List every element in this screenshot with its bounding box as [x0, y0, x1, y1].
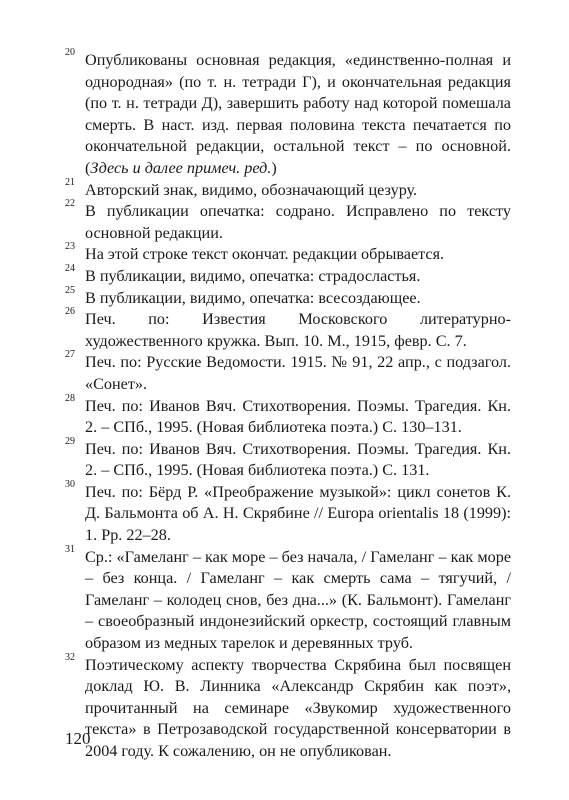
- footnote-number: 31: [65, 543, 75, 555]
- footnote-number: 28: [65, 392, 75, 404]
- footnote-text: Печ. по: Известия Московского литературно-художественного кружка. Вып. 10. М., 1915, февр. С. 7.: [85, 310, 511, 350]
- footnote-text: В публикации, видимо, опечатка: страдосластья.: [85, 266, 421, 285]
- footnote-text: В публикации опечатка: содрано. Исправлено по тексту основной редакции.: [85, 202, 511, 242]
- footnote-number: 26: [65, 306, 75, 318]
- footnote-text: Опубликованы основная редакция, «единственно-полная и однородная» (по т. н. тетради Г), и окончательная редакция (по т. н. тетради Д), завершить работу над которой помешала смерть. В наст. изд. первая половина текста печатается по окончательной редакции, остальной текст – по основной. (: [85, 51, 511, 177]
- footnotes-list: [65, 47, 511, 763]
- footnote-text: Печ. по: Иванов Вяч. Стихотворения. Поэмы. Трагедия. Кн. 2. – СПб., 1995. (Новая библиотека поэта.) С. 130–131.: [85, 396, 511, 437]
- footnote-text: Печ. по: Иванов Вяч. Стихотворения. Поэмы. Трагедия. Кн. 2. – СПб., 1995. (Новая библиотека поэта.) С. 131.: [85, 439, 511, 480]
- footnote-22: [65, 198, 511, 244]
- page-number: 120: [65, 729, 91, 748]
- footnote-italic-text: Здесь и далее примеч. ред.: [90, 158, 272, 177]
- footnote-29: [65, 435, 511, 482]
- footnote-number: 22: [65, 198, 75, 210]
- footnote-21: [65, 176, 511, 202]
- footnote-text: На этой строке текст окончат. редакции обрывается.: [85, 245, 445, 264]
- footnote-number: 23: [65, 241, 75, 253]
- footnote-23: [65, 241, 511, 266]
- footnote-number: 27: [65, 349, 75, 361]
- footnote-text: Печ. по: Русские Ведомости. 1915. № 91, 22 апр., с подзагол. «Сонет».: [85, 353, 511, 393]
- footnote-text: Поэтическому аспекту творчества Скрябина был посвящен доклад Ю. В. Линника «Александр Скрябин как поэт», прочитанный на семинаре «Звукомир художественного текста» в Петрозаводской государственной консерватории в 2004 году. К сожалению, он не опубликован.: [85, 655, 511, 760]
- footnote-24: [65, 262, 511, 288]
- footnote-30: [65, 478, 511, 547]
- footnote-text: Печ. по: Бёрд Р. «Преображение музыкой»: цикл сонетов К. Д. Бальмонта об А. Н. Скрябине // Europa orientalis 18 (1999): 1. Pp. 22–28.: [85, 482, 511, 545]
- footnote-number: 29: [65, 435, 75, 447]
- footnote-number: 24: [65, 262, 75, 274]
- footnote-32: [65, 651, 511, 763]
- footnote-text: Авторский знак, видимо, обозначающий цезуру.: [85, 180, 418, 199]
- footnote-number: 32: [65, 651, 75, 663]
- footnote-27: [65, 349, 511, 395]
- footnote-text: В публикации, видимо, опечатка: всесоздающее.: [85, 288, 421, 307]
- footnote-text-tail: ): [271, 158, 277, 177]
- footnote-26: [65, 306, 511, 352]
- footnote-20: [65, 47, 511, 180]
- footnote-number: 20: [65, 47, 75, 58]
- footnote-25: [65, 284, 511, 310]
- footnote-28: [65, 392, 511, 439]
- footnote-number: 25: [65, 284, 75, 296]
- footnote-number: 21: [65, 176, 75, 188]
- footnote-31: [65, 543, 511, 655]
- footnote-number: 30: [65, 478, 75, 490]
- footnote-text: Ср.: «Гамеланг – как море – без начала, / Гамеланг – как море – без конца. / Гамеланг – как смерть сама – тягучий, / Гамеланг – колодец снов, без дна...» (К. Бальмонт). Гамеланг – своеобразный индонезийский оркестр, состоящий главным образом из медных тарелок и деревянных труб.: [85, 547, 511, 653]
